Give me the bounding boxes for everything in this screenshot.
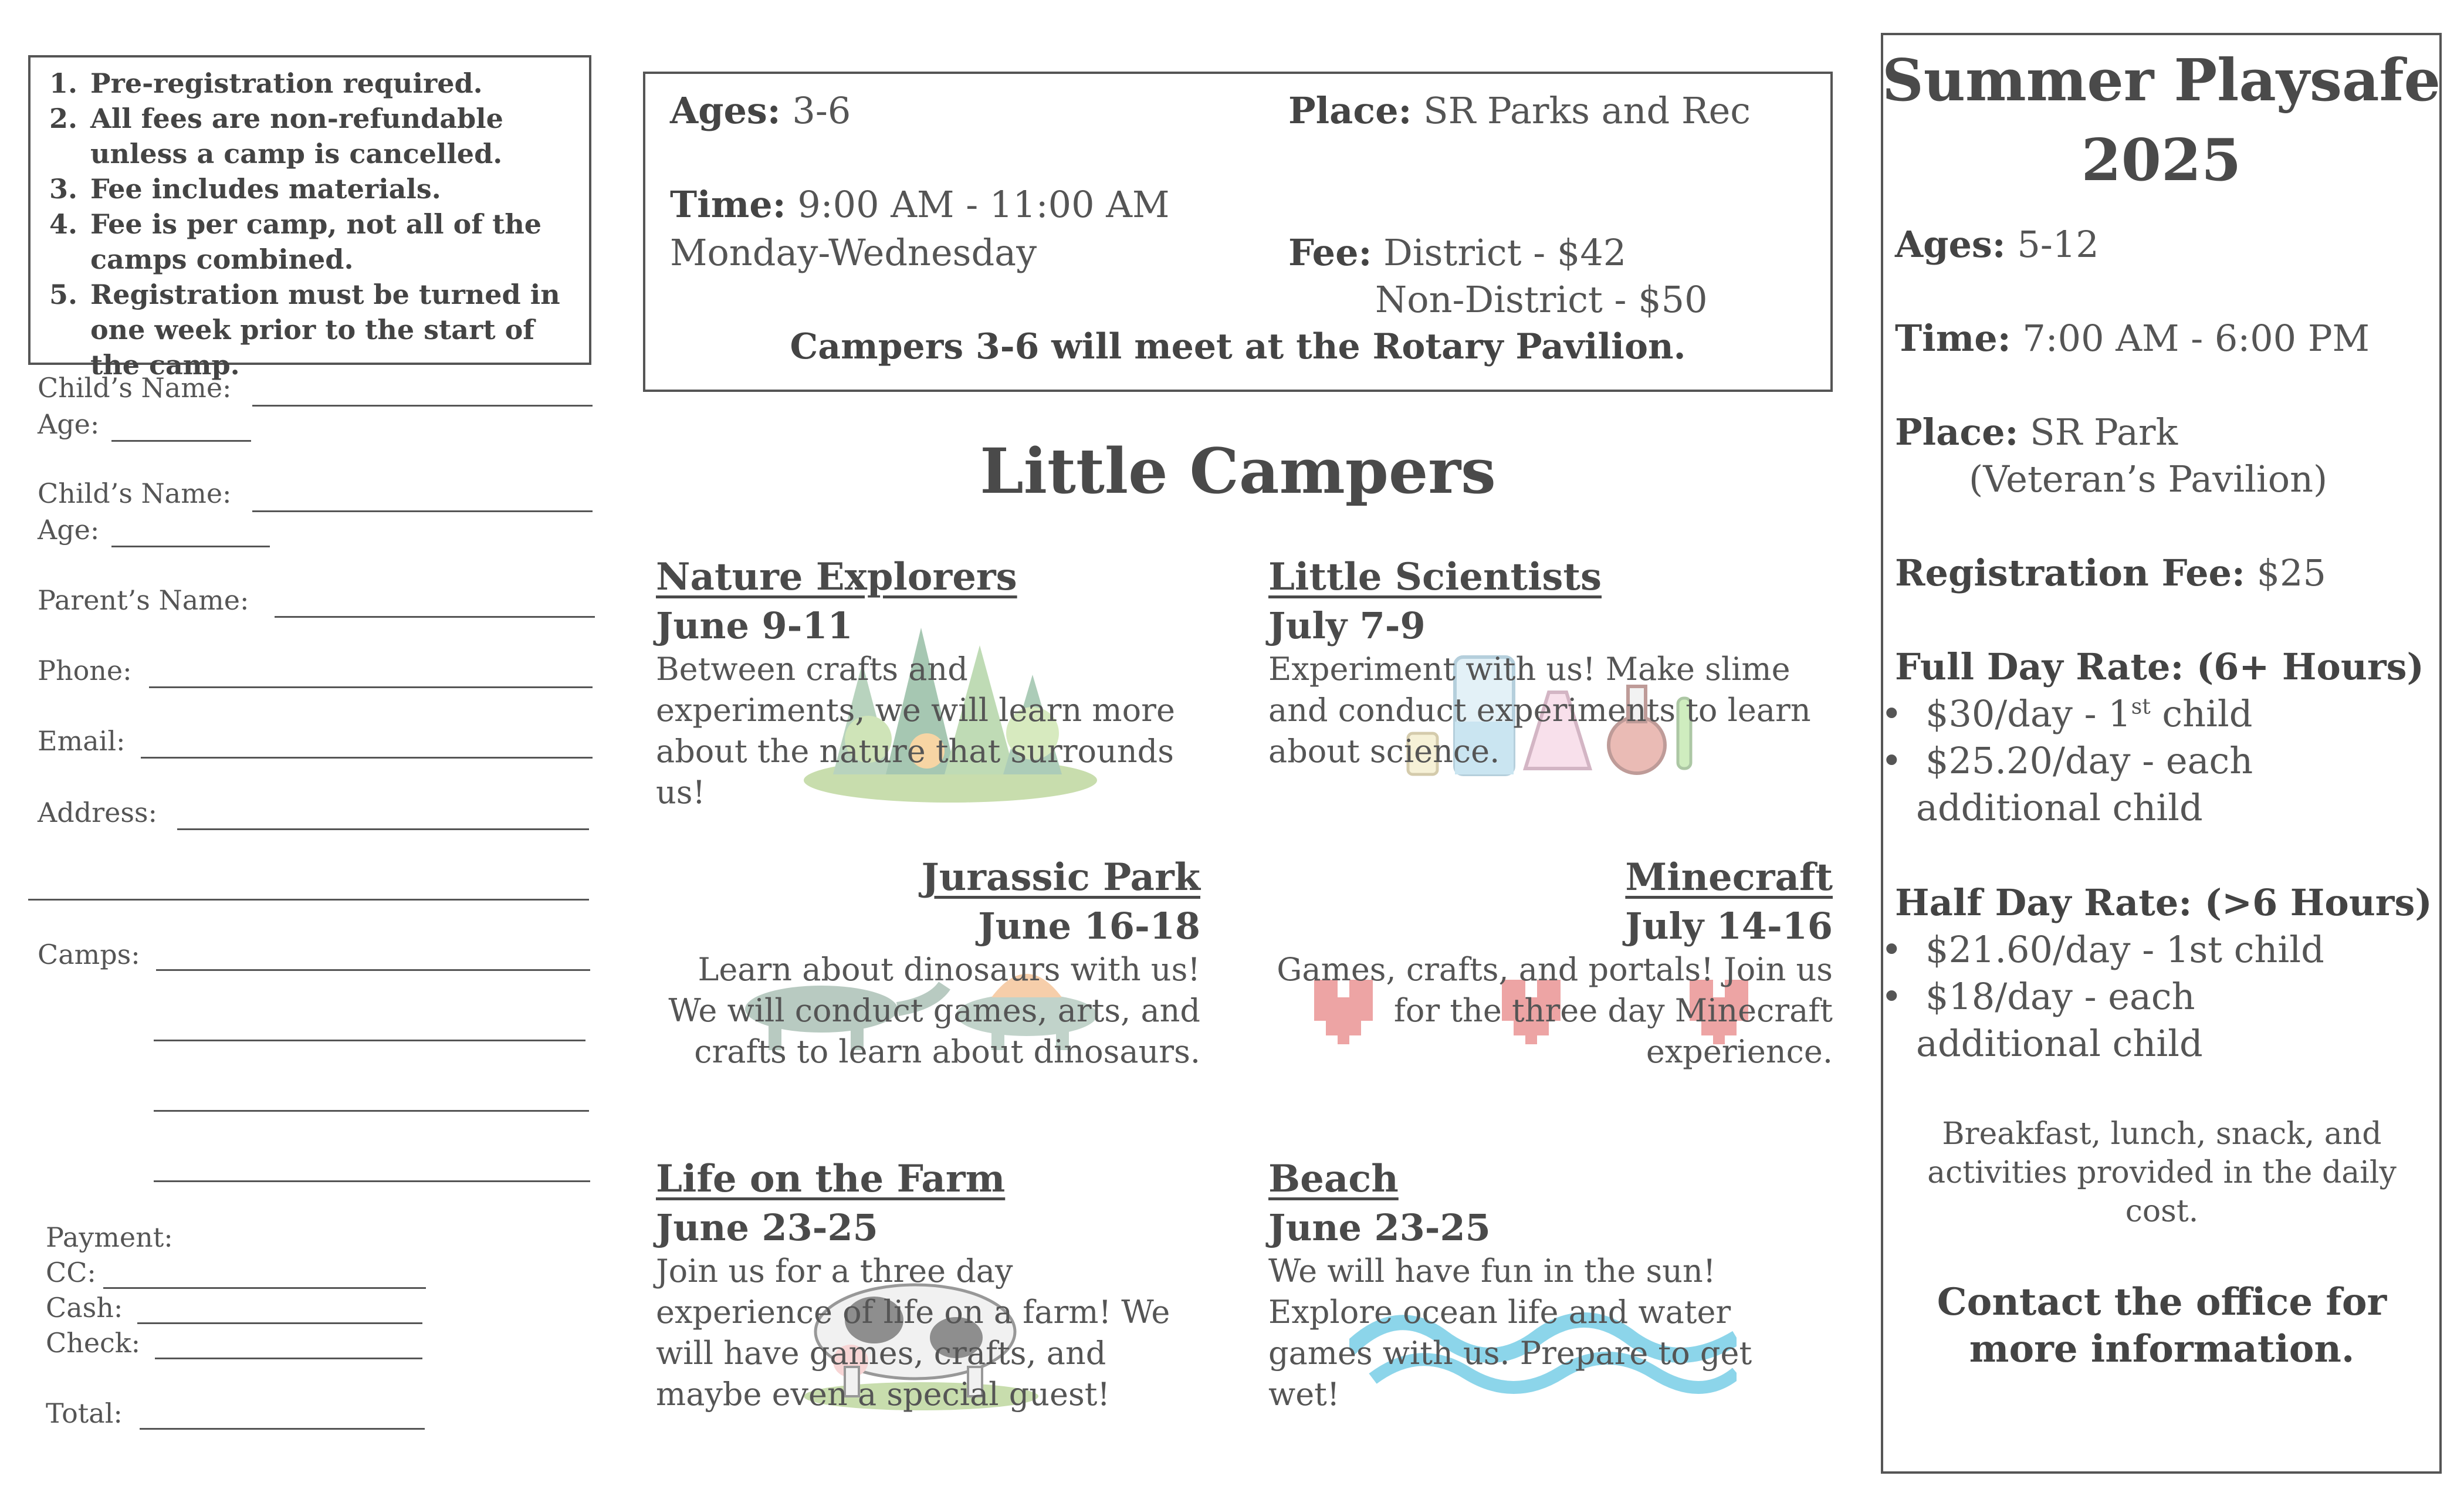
summer-ages-label: Ages: [1895, 223, 2006, 266]
total-label: Total: [46, 1397, 123, 1429]
camp-date-scientists: July 7-9 [1268, 604, 1426, 647]
child-name-2-field[interactable] [252, 510, 593, 512]
address-label: Address: [38, 797, 158, 828]
title-line-1: Summer Playsafe [1881, 47, 2441, 114]
parent-name-label: Parent’s Name: [38, 584, 249, 616]
fee-non-district: Non-District - $50 [1375, 278, 1708, 321]
ages-value: 3-6 [792, 89, 851, 132]
little-campers-title: Little Campers [980, 434, 1496, 507]
check-field[interactable] [155, 1358, 422, 1359]
phone-label: Phone: [38, 655, 132, 686]
summer-place-value: SR Park [2030, 411, 2178, 453]
email-label: Email: [38, 725, 126, 757]
phone-field[interactable] [149, 686, 593, 688]
cc-field[interactable] [103, 1287, 426, 1289]
time-row [670, 183, 1170, 226]
rules-box [28, 55, 591, 381]
age-1-field[interactable] [111, 440, 251, 442]
parent-name-field[interactable] [275, 616, 595, 618]
age-2-label: Age: [38, 514, 100, 546]
fee-label: Fee: [1288, 231, 1372, 274]
total-field[interactable] [140, 1428, 425, 1430]
rule-item: 1. Pre-registration required. [87, 66, 578, 101]
summer-place-row [1895, 411, 2178, 453]
camps-field-1[interactable] [156, 969, 590, 971]
summer-playsafe-title [1881, 41, 2442, 201]
camp-date-farm: June 23-25 [656, 1206, 878, 1249]
ages-row [670, 89, 851, 132]
place-row [1288, 89, 1751, 132]
time-label: Time: [670, 183, 786, 226]
camp-date-minecraft: July 14-16 [1625, 905, 1833, 947]
camp-date-beach: June 23-25 [1268, 1206, 1491, 1249]
rule-item: 2. All fees are non-refundable unless a camp is cancelled. [87, 101, 578, 171]
half-day-each: • $18/day - each [1881, 975, 2195, 1018]
place-label: Place: [1288, 89, 1412, 132]
camp-desc-farm: Join us for a three day experience of life on a farm! We will have games, crafts, and maybe even a special guest! [656, 1253, 1170, 1413]
payment-label: Payment: [46, 1221, 173, 1253]
meet-note: Campers 3-6 will meet at the Rotary Pavilion. [790, 326, 1686, 367]
camp-desc-jurassic: Learn about dinosaurs with us! We will conduct games, arts, and crafts to learn about dinosaurs. [668, 951, 1200, 1070]
contact-note: Contact the office for more information. [1937, 1280, 2387, 1371]
camps-field-4[interactable] [154, 1180, 590, 1182]
cash-field[interactable] [137, 1322, 422, 1324]
summer-reg-row [1895, 551, 2326, 594]
rule-item: 4. Fee is per camp, not all of the camps combined. [87, 207, 578, 277]
half-day-label: Half Day Rate: (>6 Hours) [1895, 881, 2432, 924]
camp-date-jurassic: June 16-18 [978, 905, 1200, 947]
ages-label: Ages: [670, 89, 781, 132]
camps-label: Camps: [38, 939, 140, 970]
camps-field-3[interactable] [154, 1110, 589, 1112]
rule-item: 5. Registration must be turned in one week prior to the start of the camp. [87, 277, 578, 383]
full-day-each-2: additional child [1916, 786, 2203, 829]
fee-row [1288, 231, 1626, 274]
full-day-label: Full Day Rate: (6+ Hours) [1895, 645, 2424, 688]
summer-time-value: 7:00 AM - 6:00 PM [2022, 317, 2370, 360]
meals-note: Breakfast, lunch, snack, and activities provided in the daily cost. [1927, 1116, 2397, 1229]
camp-title-farm: Life on the Farm [656, 1157, 1006, 1201]
summer-time-label: Time: [1895, 317, 2011, 360]
camp-desc-beach: We will have fun in the sun! Explore ocean life and water games with us. Prepare to get wet! [1268, 1253, 1752, 1413]
child-name-2-label: Child’s Name: [38, 478, 232, 509]
camp-desc-nature: Between crafts and experiments, we will learn more about the nature that surrounds us! [656, 651, 1175, 811]
full-day-first: • $30/day - 1st child [1881, 692, 2253, 735]
camp-desc-scientists: Experiment with us! Make slime and conduct experiments to learn about science. [1268, 651, 1811, 770]
summer-reg-value: $25 [2256, 551, 2326, 594]
camp-title-nature: Nature Explorers [656, 555, 1017, 599]
summer-place-label: Place: [1895, 411, 2019, 453]
summer-ages-row [1895, 223, 2099, 266]
camp-title-minecraft: Minecraft [1625, 855, 1833, 899]
rule-item: 3. Fee includes materials. [87, 171, 578, 207]
place-value: SR Parks and Rec [1423, 89, 1751, 132]
summer-place-detail: (Veteran’s Pavilion) [1969, 458, 2328, 500]
child-name-1-label: Child’s Name: [38, 372, 232, 404]
full-day-each: • $25.20/day - each [1881, 739, 2253, 782]
address-field[interactable] [177, 828, 589, 830]
cash-label: Cash: [46, 1292, 123, 1324]
rules-list [41, 66, 578, 383]
camp-title-beach: Beach [1268, 1157, 1399, 1201]
age-2-field[interactable] [111, 546, 270, 547]
check-label: Check: [46, 1327, 141, 1359]
title-line-2: 2025 [2081, 127, 2242, 194]
half-day-first: • $21.60/day - 1st child [1881, 928, 2324, 971]
summer-time-row [1895, 317, 2370, 360]
time-value: 9:00 AM - 11:00 AM [797, 183, 1170, 226]
camp-desc-minecraft: Games, crafts, and portals! Join us for the three day Minecraft experience. [1277, 951, 1833, 1070]
days-value: Monday-Wednesday [670, 231, 1037, 274]
summer-reg-label: Registration Fee: [1895, 551, 2245, 594]
fee-district: District - $42 [1383, 231, 1627, 274]
camps-field-2[interactable] [154, 1040, 585, 1041]
camp-title-scientists: Little Scientists [1268, 555, 1602, 599]
email-field[interactable] [141, 757, 593, 759]
half-day-each-2: additional child [1916, 1022, 2203, 1065]
child-name-1-field[interactable] [252, 405, 593, 407]
cc-label: CC: [46, 1257, 96, 1288]
address-field-2[interactable] [28, 899, 589, 901]
camp-date-nature: June 9-11 [656, 604, 853, 647]
age-1-label: Age: [38, 408, 100, 440]
summer-ages-value: 5-12 [2017, 223, 2099, 266]
camp-title-jurassic: Jurassic Park [921, 855, 1200, 899]
